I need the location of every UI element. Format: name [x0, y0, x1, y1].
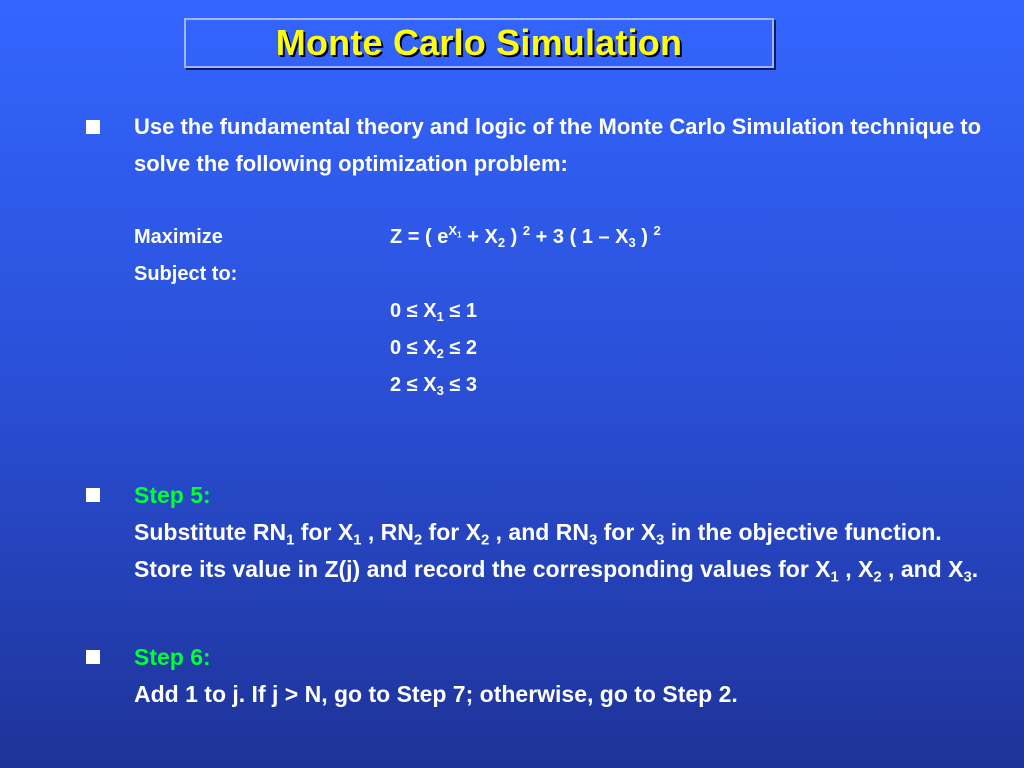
- intro-text: Use the fundamental theory and logic of the Monte Carlo Simulation technique to solve the following optimization problem:: [134, 114, 982, 176]
- maximize-label: Maximize: [134, 226, 223, 248]
- bullet-icon: [86, 650, 100, 664]
- step6-label: Step 6:: [134, 644, 211, 670]
- step5-block: [134, 477, 994, 588]
- step6-block: [134, 639, 994, 713]
- slide-title: Monte Carlo Simulation: [275, 22, 683, 63]
- step6-text: Add 1 to j. If j > N, go to Step 7; otherwise, go to Step 2.: [134, 681, 738, 707]
- title-box: [184, 18, 774, 68]
- bullet-icon: [86, 488, 100, 502]
- bullet-icon: [86, 120, 100, 134]
- constraint-1: $0 \le X_1 \le 1$: [390, 300, 478, 324]
- step5-label: Step 5:: [134, 482, 211, 508]
- step5-text: Substitute $RN_1$ for $X_1$ , $RN_2$ for $X_2$ , and $RN_3$ for $X_3$ in the objective function. Store its value in Z(j) and record the corresponding values for $X_1$ , $X_2$ , and $X_3$.: [134, 519, 979, 586]
- constraint-3: $2 \le X_3 \le 3$: [390, 374, 478, 398]
- constraint-2: $0 \le X_2 \le 2$: [390, 337, 478, 361]
- subject-to-label: Subject to:: [134, 263, 238, 285]
- objective-function: Z = ( $e^{X_1} + X_2$ ) $^2$ + 3 ( $1 - X_3$ ) $^2$: [390, 223, 661, 250]
